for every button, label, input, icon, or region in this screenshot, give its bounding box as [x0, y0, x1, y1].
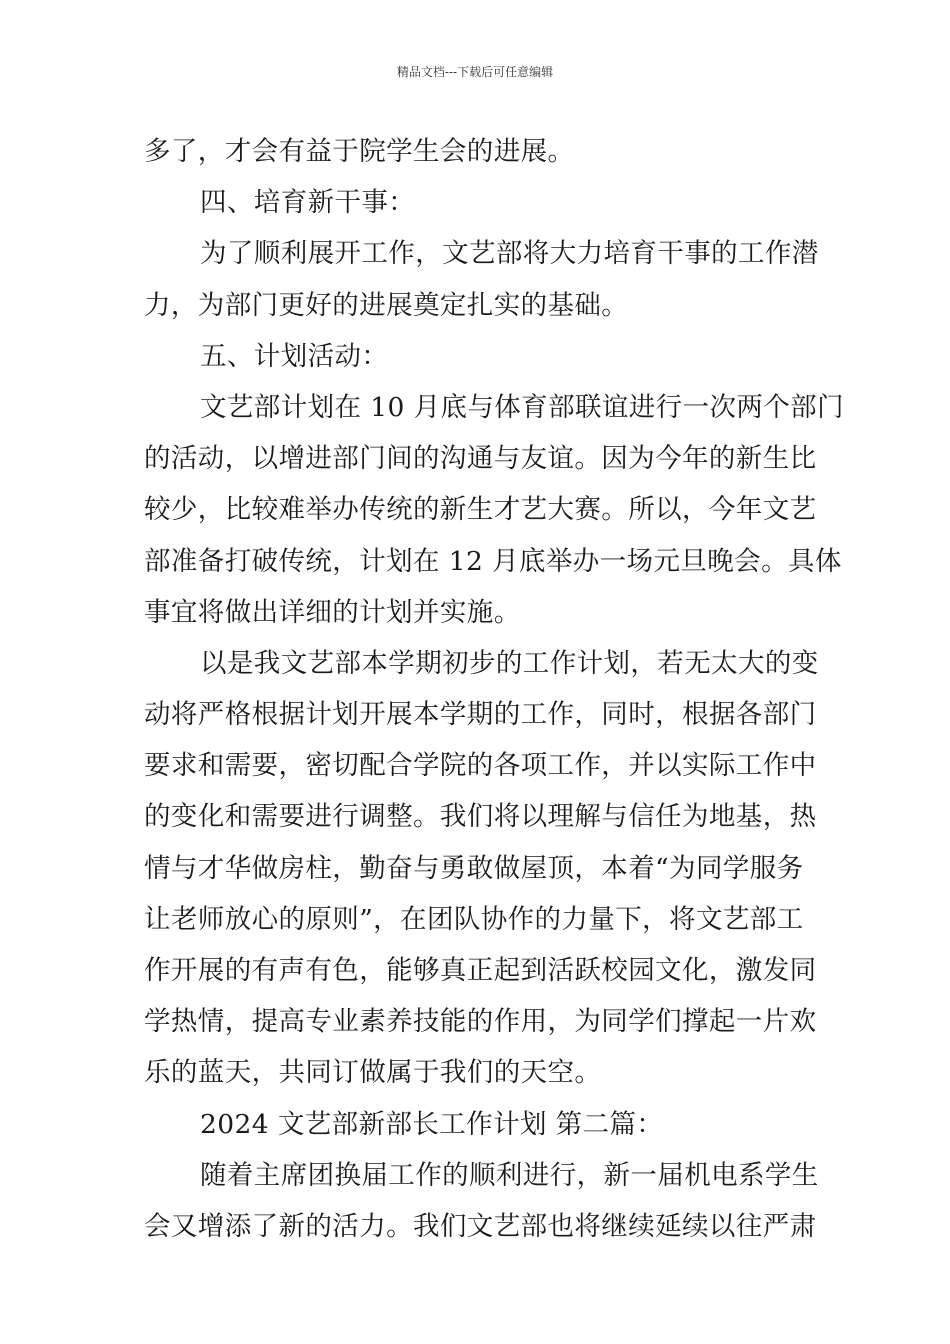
- text-line: 多了，才会有益于院学生会的进展。: [144, 136, 575, 167]
- text-line: 乐的蓝天，共同订做属于我们的天空。: [144, 1057, 602, 1089]
- document-body: [144, 126, 844, 1252]
- text-line: 情与才华做房柱，勤奋与勇敢做屋顶，本着“为同学服务: [144, 852, 804, 884]
- text-line: 力，为部门更好的进展奠定扎实的基础。: [144, 289, 629, 321]
- text-line: 要求和需要，密切配合学院的各项工作，并以实际工作中: [144, 750, 817, 782]
- text-line: 文艺部计划在 10 月底与体育部联谊进行一次两个部门: [200, 391, 844, 423]
- text-line: 作开展的有声有色，能够真正起到活跃校园文化，激发同: [144, 955, 817, 986]
- text-line: 五、计划活动：: [200, 340, 389, 372]
- text-line: 的活动，以增进部门间的沟通与友谊。因为今年的新生比: [144, 443, 817, 475]
- text-line: 四、培育新干事：: [200, 187, 416, 219]
- text-line: 部准备打破传统，计划在 12 月底举办一场元旦晚会。具体: [144, 545, 842, 577]
- text-line: 为了顺利展开工作，文艺部将大力培育干事的工作潜: [200, 238, 819, 270]
- page-header: 精品文档---下载后可任意编辑: [396, 65, 554, 79]
- text-line: 2024 文艺部新部长工作计划 第二篇：: [200, 1108, 664, 1140]
- text-line: 学热情，提高专业素养技能的作用，为同学们撑起一片欢: [144, 1006, 817, 1038]
- text-line: 事宜将做出详细的计划并实施。: [144, 596, 521, 628]
- text-line: 随着主席团换届工作的顺利进行，新一届机电系学生: [200, 1159, 819, 1191]
- text-line: 会又增添了新的活力。我们文艺部也将继续延续以往严肃: [144, 1210, 817, 1242]
- text-line: 的变化和需要进行调整。我们将以理解与信任为地基，热: [144, 801, 817, 833]
- text-line: 动将严格根据计划开展本学期的工作，同时，根据各部门: [144, 699, 817, 731]
- text-line: 以是我文艺部本学期初步的工作计划，若无太大的变: [200, 647, 819, 679]
- text-line: 让老师放心的原则”，在团队协作的力量下，将文艺部工: [144, 903, 804, 935]
- text-line: 较少，比较难举办传统的新生才艺大赛。所以，今年文艺: [144, 494, 817, 526]
